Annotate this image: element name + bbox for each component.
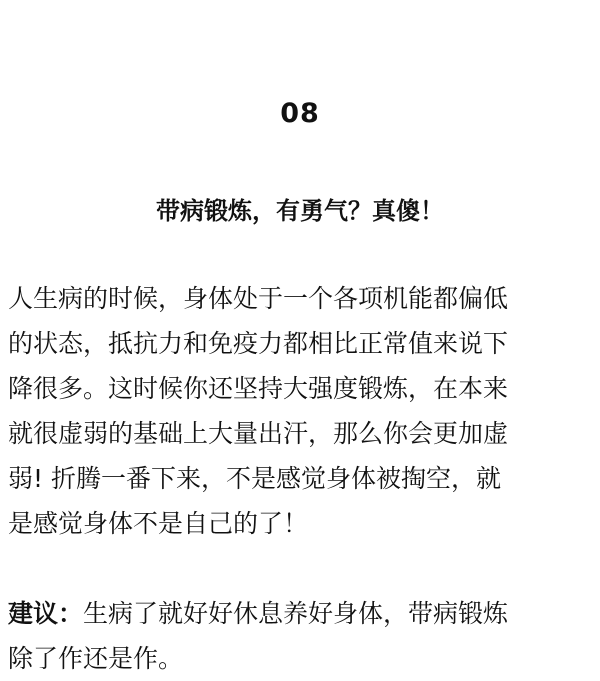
advice-paragraph [8,591,594,681]
advice-line: 除了作还是作。 [8,644,184,673]
paragraph-line: 就很虚弱的基础上大量出汗，那么你会更加虚 [8,419,509,448]
section-title: 带病锻炼，有勇气？真傻！ [156,197,444,225]
advice-line [8,591,594,636]
body-paragraph [8,276,594,546]
advice-text: 生病了就好好休息养好身体，带病锻炼 [83,599,509,628]
advice-label: 建议： [8,599,84,628]
paragraph-line: 降很多。这时候你还坚持大强度锻炼，在本来 [8,374,509,403]
paragraph-line: 人生病的时候，身体处于一个各项机能都偏低 [8,284,509,313]
section-number: 08 [280,98,320,129]
paragraph-line: 的状态，抵抗力和免疫力都相比正常值来说下 [8,329,509,358]
paragraph-line: 是感觉身体不是自己的了！ [8,509,309,538]
paragraph-line: 弱! 折腾一番下来，不是感觉身体被掏空，就 [8,464,501,493]
